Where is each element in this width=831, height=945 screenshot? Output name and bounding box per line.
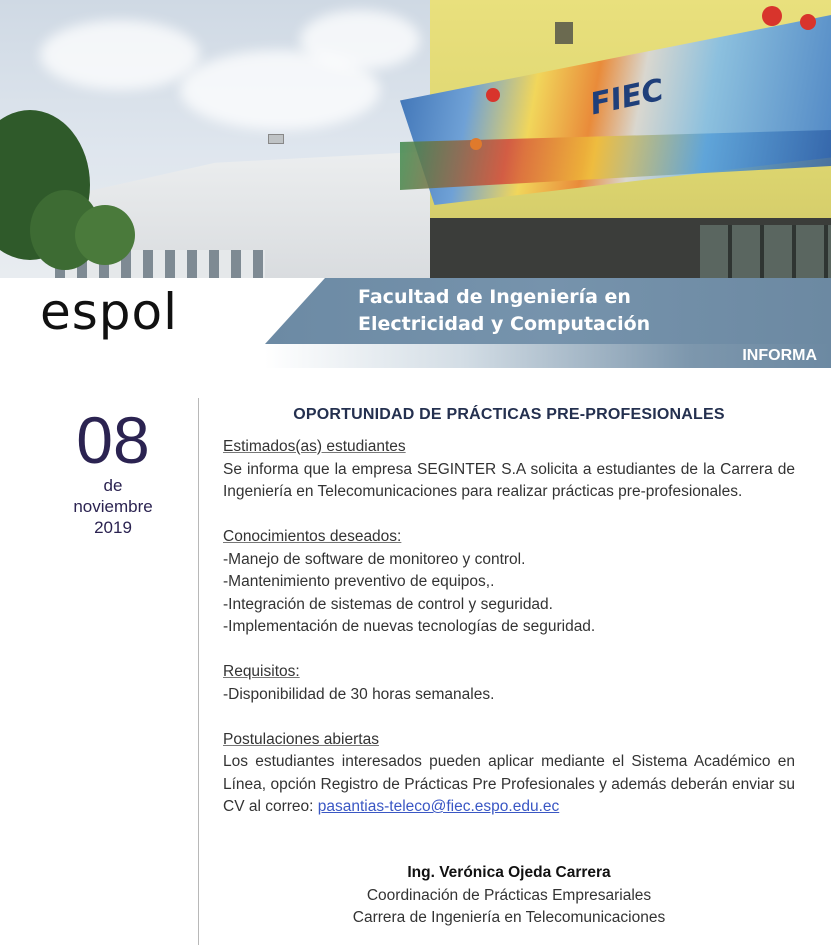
applications-text: Los estudiantes interesados pueden aplicar mediante el Sistema Académico en Línea, opción Registro de Prácticas Pre Profesionales y además deberán enviar su CV al correo: (223, 753, 795, 815)
list-item: -Mantenimiento preventivo de equipos,. (223, 573, 495, 590)
notice-body (223, 436, 795, 819)
date-day: 08 (76, 403, 150, 477)
lamp-icon (268, 134, 284, 144)
signatory-role: Coordinación de Prácticas Empresariales (366, 886, 652, 904)
column-divider (198, 398, 199, 945)
mural-logo: FIEC (587, 72, 667, 123)
list-item: -Disponibilidad de 30 horas semanales. (223, 685, 495, 703)
intro-paragraph: Se informa que la empresa SEGINTER S.A solicita a estudiantes de la Carrera de Ingeniería en Telecomunicaciones para realizar prácticas pre-profesionales. (223, 460, 795, 500)
informa-label: INFORMA (742, 347, 817, 364)
hero-photo (0, 0, 831, 278)
notice-title: OPORTUNIDAD DE PRÁCTICAS PRE-PROFESIONALES (293, 406, 725, 423)
knowledge-heading: Conocimientos deseados: (223, 528, 402, 545)
date-month: noviembre (73, 497, 153, 516)
date-year: 2019 (94, 518, 132, 537)
list-item: -Implementación de nuevas tecnologías de seguridad. (223, 618, 596, 635)
signatory-department: Carrera de Ingeniería en Telecomunicaciones (352, 909, 666, 926)
glass-doors (700, 225, 831, 278)
email-link[interactable]: pasantias-teleco@fiec.espo.edu.ec (317, 798, 560, 815)
applications-heading: Postulaciones abiertas (223, 730, 379, 748)
list-item: -Manejo de software de monitoreo y control. (223, 550, 526, 568)
faculty-line-1: Facultad de Ingeniería en (358, 286, 631, 308)
greeting: Estimados(as) estudiantes (223, 438, 406, 455)
espol-logo: espol (40, 283, 179, 341)
list-item: -Integración de sistemas de control y seguridad. (223, 595, 553, 613)
date-de: de (103, 476, 123, 495)
faculty-name (358, 284, 818, 338)
signatory-name: Ing. Verónica Ojeda Carrera (407, 864, 611, 881)
applications-paragraph (223, 751, 795, 819)
faculty-line-2: Electricidad y Computación (358, 313, 651, 335)
requirements-heading: Requisitos: (223, 663, 300, 680)
signature-block (223, 862, 795, 930)
